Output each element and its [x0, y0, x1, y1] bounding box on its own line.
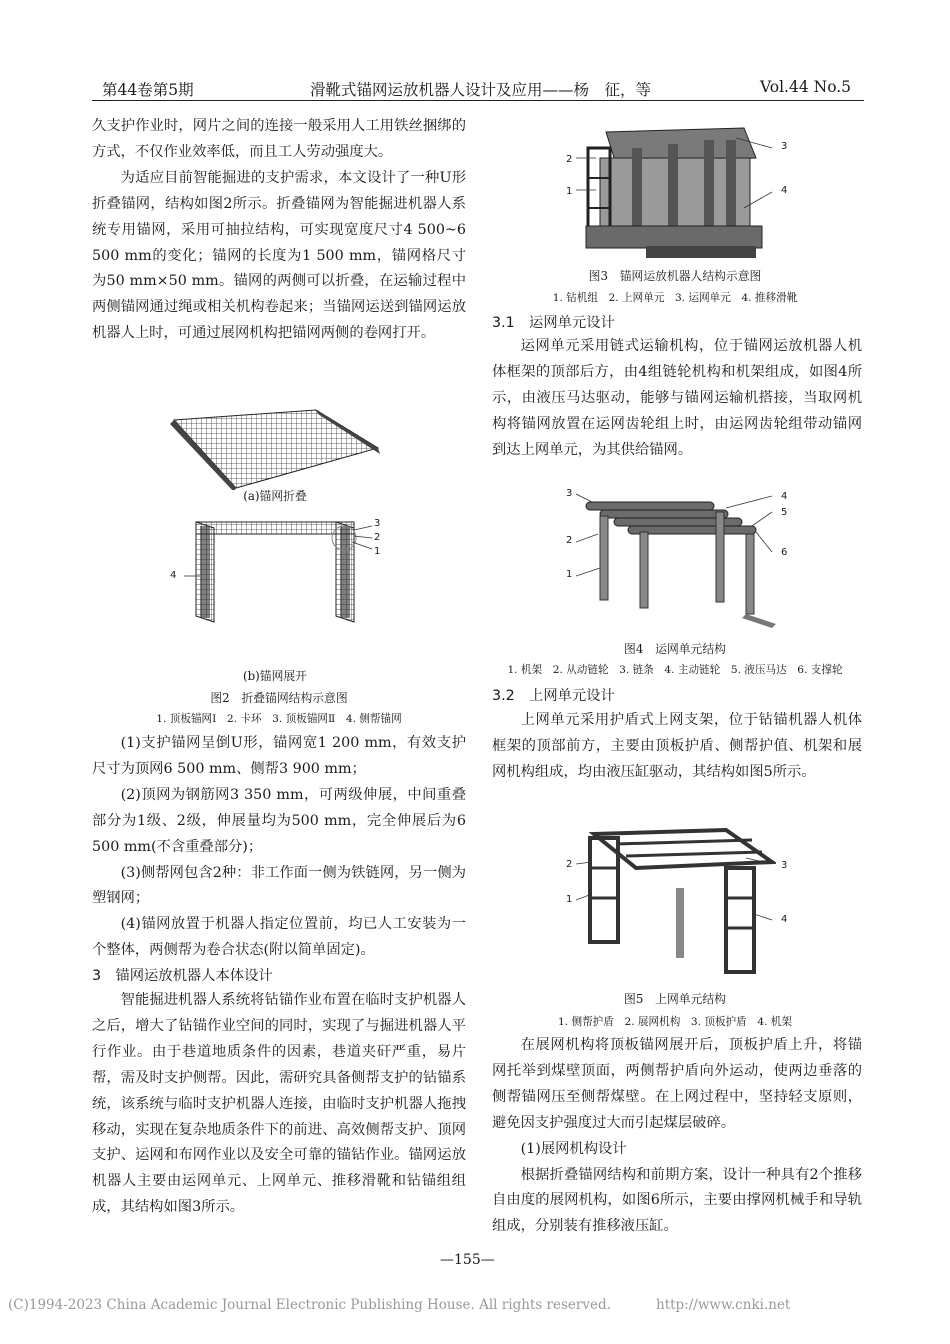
paragraph-u-mesh: 为适应目前智能掘进的支护需求，本文设计了一种U形折叠锚网，结构如图2所示。折叠锚网为智能掘进机器人系统专用锚网，采用可抽拉结构，可实现宽度尺寸4 500~6 500 mm的变化；锚网的长度为1 500 mm，锚网格尺寸为50 mm×50 mm。锚网的两侧可以折叠，在运输过程中两侧锚网通过绳或相关机构卷起来；当锚网运送到锚网运放机器人上时，可通过展网机构把锚网两侧的卷网打开。	[92, 169, 466, 342]
figure-5-legend: 1. 侧帮护盾 2. 展网机构 3. 顶板护盾 4. 机架	[558, 1016, 792, 1028]
fig4-label-5: 5	[781, 507, 788, 518]
figure-2-caption: 图2 折叠锚网结构示意图	[210, 691, 348, 705]
list-item: (4)锚网放置于机器人指定位置前，均已人工安装为一个整体，两侧帮为卷合状态(附以简单固定)。	[92, 916, 466, 959]
fig2-label-1: 1	[374, 546, 381, 557]
fig3-label-4: 4	[781, 185, 788, 196]
running-title: 滑靴式锚网运放机器人设计及应用——杨 征，等	[310, 81, 652, 99]
paragraph-section-3: 智能掘进机器人系统将钻锚作业布置在临时支护机器人之后，增大了钻锚作业空间的同时，实现了与掘进机器人平行作业。由于巷道地质条件的因素，巷道夹矸严重，易片帮，需及时支护侧帮。因此，需研究具备侧帮支护的钻锚系统，该系统与临时支护机器人连接，由临时支护机器人拖拽移动，实现在复杂地质条件下的前进、高效侧帮支护、顶网支护、运网和布网作业以及安全可靠的锚钻作业。锚网运放机器人主要由运网单元、上网单元、推移滑靴和钻锚组组成，其结构如图3所示。	[92, 992, 466, 1216]
figure-2b-caption: (b)锚网展开	[243, 669, 307, 683]
journal-issue: 第44卷第5期	[102, 81, 194, 99]
page-number: —155—	[440, 1252, 495, 1268]
section-3-2-heading: 3.2 上网单元设计	[492, 688, 615, 704]
paragraph-section-3-2: 上网单元采用护盾式上网支架，位于钻锚机器人机体框架的顶部前方，主要由顶板护盾、侧帮护值、机架和展网机构组成，均由液压缸驱动，其结构如图5所示。	[492, 712, 862, 780]
fig3-label-3: 3	[781, 141, 788, 152]
copyright-footer: (C)1994-2023 China Academic Journal Electronic Publishing House. All rights reserved.	[8, 1297, 611, 1313]
figure-4-legend: 1. 机架 2. 从动链轮 3. 链条 4. 主动链轮 5. 液压马达 6. 支撑轮	[507, 664, 843, 676]
paragraph-mesh-spreading: 根据折叠锚网结构和前期方案，设计一种具有2个推移自由度的展网机构，如图6所示，主要由撑网机械手和导轨组成，分别装有推移液压缸。	[492, 1166, 862, 1235]
cnki-url[interactable]: http://www.cnki.net	[656, 1297, 791, 1313]
header-rule	[92, 100, 864, 101]
list-item: (2)顶网为钢筋网3 350 mm，可两级伸展，中间重叠部分为1级、2级，伸展量均为500 mm，完全伸展后为6 500 mm(不含重叠部分)；	[92, 786, 466, 855]
fig4-label-3: 3	[566, 488, 573, 499]
figure-4-conveying-unit	[576, 488, 776, 628]
fig4-label-6: 6	[781, 547, 788, 558]
fig5-label-1: 1	[566, 894, 573, 905]
fig4-label-4: 4	[781, 491, 788, 502]
section-3-heading: 3 锚网运放机器人本体设计	[92, 968, 273, 984]
figure-2a-folded-mesh	[166, 408, 386, 490]
fig4-label-2: 2	[566, 535, 573, 546]
fig3-label-2: 2	[566, 154, 573, 165]
fig5-label-4: 4	[781, 914, 788, 925]
fig2-label-3: 3	[374, 518, 381, 529]
section-3-1-heading: 3.1 运网单元设计	[492, 315, 615, 331]
fig5-label-3: 3	[781, 860, 788, 871]
fig5-label-2: 2	[566, 859, 573, 870]
paragraph-mesh-pressing: 在展网机构将顶板锚网展开后，顶板护盾上升，将锚网托举到煤壁顶面，两侧帮护盾向外运动，使两边垂落的侧帮锚网压至侧帮煤壁。在上网过程中，坚持轻支原则，避免因支护强度过大而引起煤层破碎。 (1)展网机构设计 根据折叠锚网结构和前期方案，设计一种具有2个推移自由度的展网机构，如图6所示，主要由撑网机械手和导轨组成，分别装有推移液压缸。	[492, 1033, 862, 1240]
fig2-label-2: 2	[374, 532, 381, 543]
figure-5-caption: 图5 上网单元结构	[624, 992, 726, 1006]
list-item: (3)侧帮网包含2种：非工作面一侧为铁链网，另一侧为塑钢网；	[92, 864, 466, 907]
fig3-label-1: 1	[566, 186, 573, 197]
figure-2a-caption: (a)锚网折叠	[243, 489, 307, 503]
list-item: (1)支护锚网呈倒U形，锚网宽1 200 mm，有效支护尺寸为顶网6 500 mm、侧帮3 900 mm；	[92, 735, 466, 777]
figure-5-mesh-loading-unit	[576, 828, 776, 978]
paragraph-section-3-1: 运网单元采用链式运输机构，位于锚网运放机器人机体框架的顶部后方，由4组链轮机构和机架组成，如图4所示，由液压马达驱动，能够与锚网运输机搭接，当取网机构将锚网放置在运网齿轮组上时，由运网齿轮组带动锚网到达上网单元，为其供给锚网。	[492, 338, 862, 458]
volume-number: Vol.44 No.5	[760, 78, 852, 96]
figure-3-robot-structure	[576, 118, 776, 264]
requirements-list	[92, 731, 466, 964]
figure-4-caption: 图4 运网单元结构	[624, 642, 726, 656]
subsection-heading-1: (1)展网机构设计	[520, 1140, 627, 1157]
fig2-label-4: 4	[170, 570, 177, 581]
figure-3-caption: 图3 锚网运放机器人结构示意图	[588, 269, 762, 283]
paragraph-intro-continued: 久支护作业时，网片之间的连接一般采用人工用铁丝捆绑的方式，不仅作业效率低，而且工人劳动强度大。 为适应目前智能掘进的支护需求，本文设计了一种U形折叠锚网，结构如图2所示。折叠锚网为智能掘进机器人系统专用锚网，采用可抽拉结构，可实现宽度尺寸4 500~6 500 mm的变化；锚网的长度为1 500 mm，锚网格尺寸为50 mm×50 mm。锚网的两侧可以折叠，在运输过程中两侧锚网通过绳或相关机构卷起来；当锚网运送到锚网运放机器人上时，可通过展网机构把锚网两侧的卷网打开。	[92, 114, 466, 347]
fig4-label-1: 1	[566, 569, 573, 580]
figure-3-legend: 1. 钻机组 2. 上网单元 3. 运网单元 4. 推移滑靴	[552, 292, 798, 304]
figure-2-legend: 1. 顶板锚网Ⅰ 2. 卡环 3. 顶板锚网Ⅱ 4. 侧帮锚网	[156, 713, 402, 725]
figure-2b-unfolded-mesh	[176, 514, 386, 626]
